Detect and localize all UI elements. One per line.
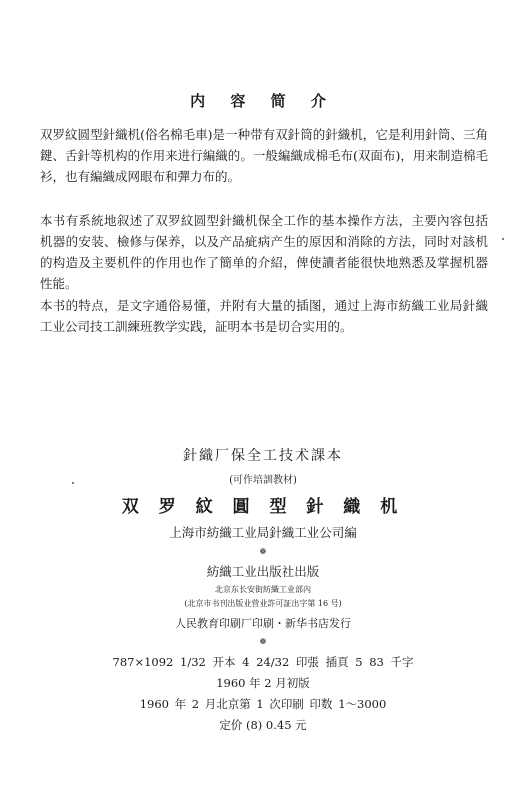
series-title: 針織厂保全工技术課本 <box>183 448 343 464</box>
print-speck <box>72 482 74 484</box>
edition-line: 1960 年 2 月初版 <box>216 676 310 690</box>
printer-line: 人民教育印刷厂印刷・新华书店发行 <box>175 617 351 630</box>
publisher-line: 紡織工业出版社出版 <box>206 564 320 579</box>
price-line: 定价 (8) 0.45 元 <box>219 718 307 732</box>
book-title: 双 罗 紋 圓 型 針 織 机 <box>121 497 405 517</box>
license-number: (北京市书刊出版业营业許可証出字第 16 号) <box>184 599 342 608</box>
print-run-line: 1960 年 2 月北京第 1 次印刷 印数 1～3000 <box>139 697 387 711</box>
author-line: 上海市紡織工业局針織工业公司編 <box>169 525 357 540</box>
print-speck <box>502 238 504 240</box>
publisher-address: 北京东长安街紡織工业部內 <box>215 585 311 594</box>
intro-paragraph: 本书的特点，是文字通俗易懂，并附有大量的插图，通过上海市紡織工业局針織工业公司技工訓練班教学实践，証明本书是切合实用的。 <box>40 298 488 334</box>
intro-paragraph: 本书有系統地叙述了双罗紋圆型針織机保全工作的基本操作方法，主要內容包括机器的安装、檢修与保养，以及产品疵病产生的原因和消除的方法，同时对該机的构造及主要机件的作用也作了簡单的介紹，俾使讀者能很快地熟悉及掌握机器性能。 <box>40 213 488 291</box>
section-title: 内 容 简 介 <box>190 92 336 110</box>
colophon <box>0 445 526 733</box>
intro-paragraph: 双罗紋圆型針織机(俗名棉毛車)是一种带有双針筒的針織机，它是利用針筒、三角鍵、舌針等机构的作用来进行編織的。一般編織成棉毛布(双面布)，用来制造棉毛衫，也有編織成网眼布和彈力布的。 <box>40 127 488 184</box>
usage-note: (可作培訓教材) <box>229 475 297 486</box>
ornament-divider: ❁ <box>259 547 267 556</box>
format-specs: 787×1092 1/32 开本 4 24/32 印張 插頁 5 83 千字 <box>112 655 414 669</box>
ornament-divider: ❁ <box>259 637 267 646</box>
